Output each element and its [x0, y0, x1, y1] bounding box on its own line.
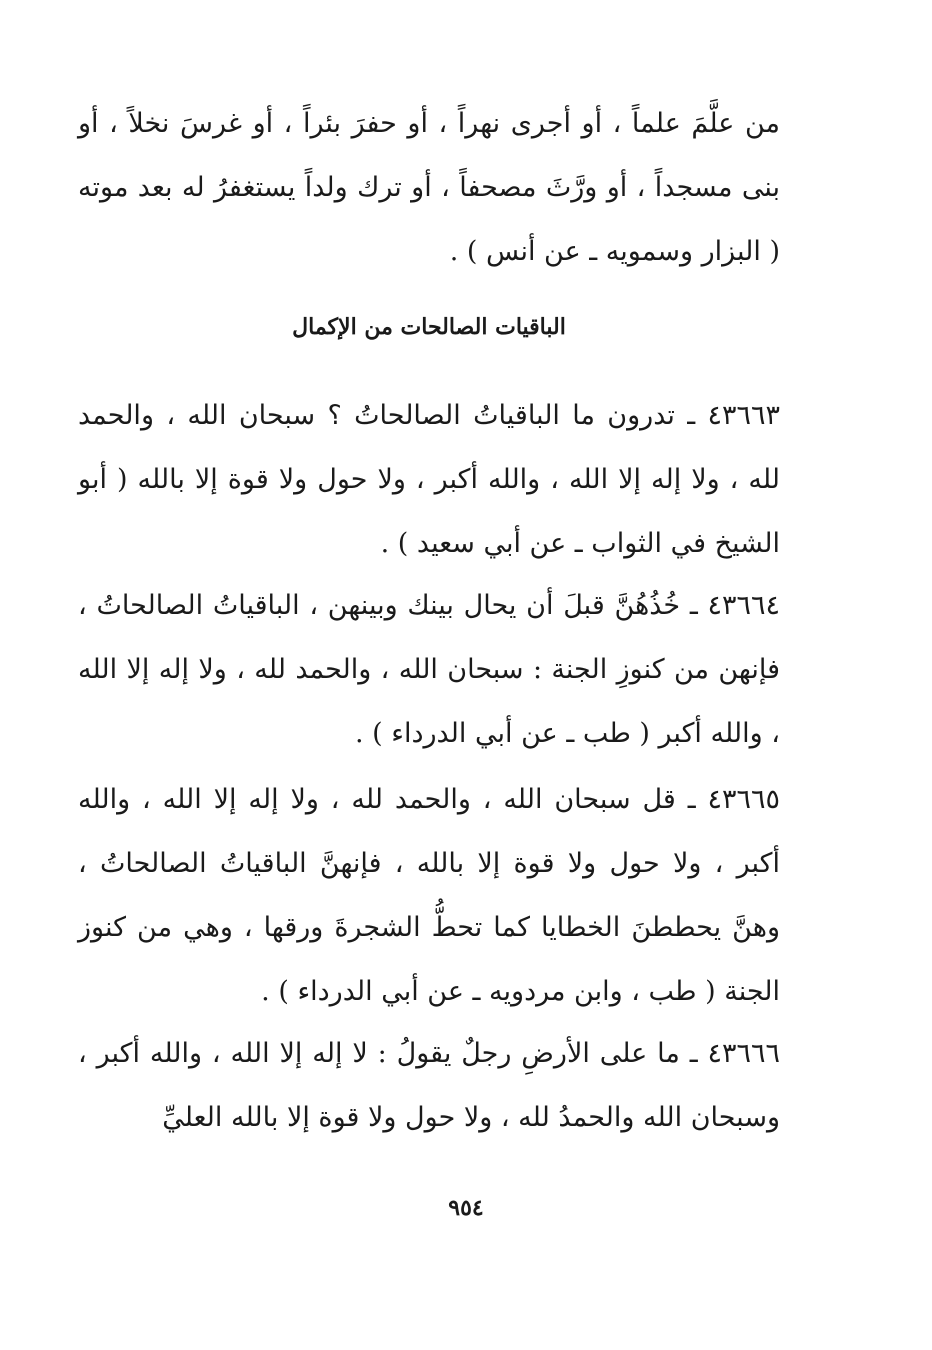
- hadith-43663: ٤٣٦٦٣ ـ تدرون ما الباقياتُ الصالحاتُ ؟ سبحان الله ، والحمد لله ، ولا إله إلا الله ، والله أكبر ، ولا حول ولا قوة إلا بالله ( أبو الشيخ في الثواب ـ عن أبي سعيد ) .: [78, 400, 780, 559]
- page-number: ٩٥٤: [448, 1195, 484, 1221]
- intro-paragraph: من علَّمَ علماً ، أو أجرى نهراً ، أو حفرَ بئراً ، أو غرسَ نخلاً ، أو بنى مسجداً ، أو ورَّثَ مصحفاً ، أو ترك ولداً يستغفرُ له بعد موته ( البزار وسمويه ـ عن أنس ) .: [78, 108, 780, 267]
- section-heading: الباقيات الصالحات من الإكمال: [292, 314, 566, 340]
- hadith-43666: ٤٣٦٦٦ ـ ما على الأرضِ رجلٌ يقولُ : لا إله إلا الله ، والله أكبر ، وسبحان الله والحمدُ لله ، ولا حول ولا قوة إلا بالله العليِّ: [78, 1038, 780, 1133]
- hadith-43664: ٤٣٦٦٤ ـ خُذُهُنَّ قبلَ أن يحال بينك وبينهن ، الباقياتُ الصالحاتُ ، فإنهن من كنوزِ الجنة : سبحان الله ، والحمد لله ، ولا إله إلا الله ، والله أكبر ( طب ـ عن أبي الدرداء ) .: [78, 590, 780, 749]
- hadith-43665: ٤٣٦٦٥ ـ قل سبحان الله ، والحمد لله ، ولا إله إلا الله ، والله أكبر ، ولا حول ولا قوة إلا بالله ، فإنهنَّ الباقياتُ الصالحاتُ ، وهنَّ يحططنَ الخطايا كما تحطُّ الشجرةَ ورقها ، وهي من كنوز الجنة ( طب ، وابن مردويه ـ عن أبي الدرداء ) .: [78, 784, 780, 1007]
